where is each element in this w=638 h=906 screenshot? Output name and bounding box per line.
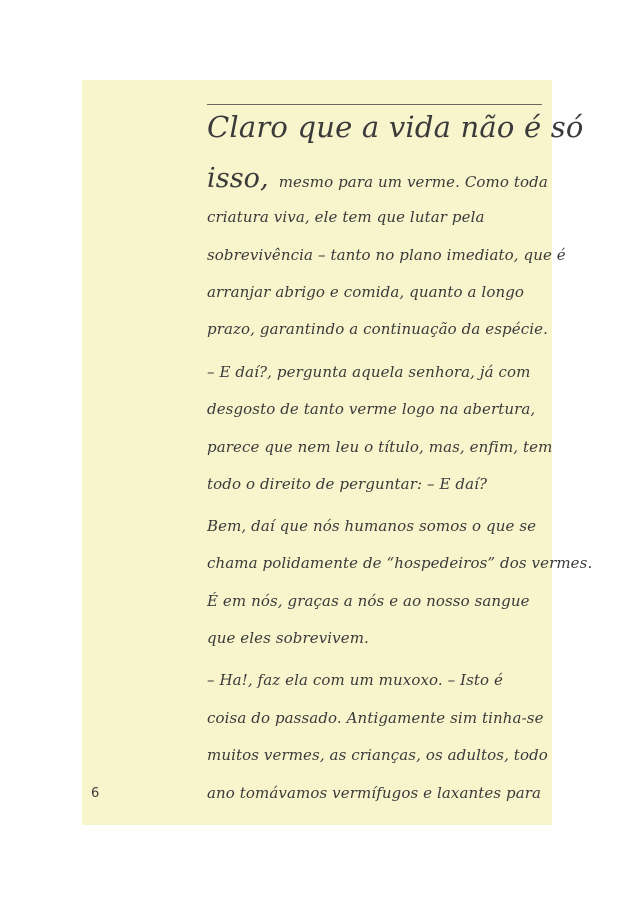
opening-lead-word: isso,: [207, 163, 269, 194]
book-page: [82, 80, 593, 825]
third-paragraph-line-3: É em nós, graças a nós e ao nosso sangue: [207, 592, 530, 610]
first-paragraph-line-4: arranjar abrigo e comida, quanto a longo: [207, 283, 525, 301]
first-paragraph-line-1-text: mesmo para um verme. Como toda: [278, 173, 548, 191]
fourth-paragraph-line-1: – Ha!, faz ela com um muxoxo. – Isto é: [207, 671, 504, 689]
third-paragraph-line-2: chama polidamente de “hospedeiros” dos vermes.: [207, 554, 593, 572]
fourth-paragraph-line-3: muitos vermes, as crianças, os adultos, todo: [207, 746, 548, 764]
second-paragraph-line-1: – E daí?, pergunta aquela senhora, já com: [207, 363, 531, 381]
first-paragraph-line-2: criatura viva, ele tem que lutar pela: [207, 208, 485, 226]
second-paragraph-line-4: todo o direito de perguntar: – E daí?: [207, 475, 488, 493]
first-paragraph-line-3: sobrevivência – tanto no plano imediato, que é: [207, 246, 566, 264]
page-number: 6: [91, 786, 100, 801]
first-paragraph-line-5: prazo, garantindo a continuação da espécie.: [207, 320, 548, 338]
first-paragraph-line-1: [207, 163, 548, 194]
fourth-paragraph-line-4: ano tomávamos vermífugos e laxantes para: [207, 784, 542, 802]
second-paragraph-line-2: desgosto de tanto verme logo na abertura,: [207, 400, 536, 418]
third-paragraph-line-4: que eles sobrevivem.: [207, 629, 369, 647]
top-rule: [207, 104, 542, 105]
second-paragraph-line-3: parece que nem leu o título, mas, enfim, tem: [207, 438, 553, 456]
third-paragraph-line-1: Bem, daí que nós humanos somos o que se: [207, 517, 537, 535]
opening-title-line: Claro que a vida não é só: [207, 110, 584, 144]
fourth-paragraph-line-2: coisa do passado. Antigamente sim tinha-se: [207, 709, 544, 727]
